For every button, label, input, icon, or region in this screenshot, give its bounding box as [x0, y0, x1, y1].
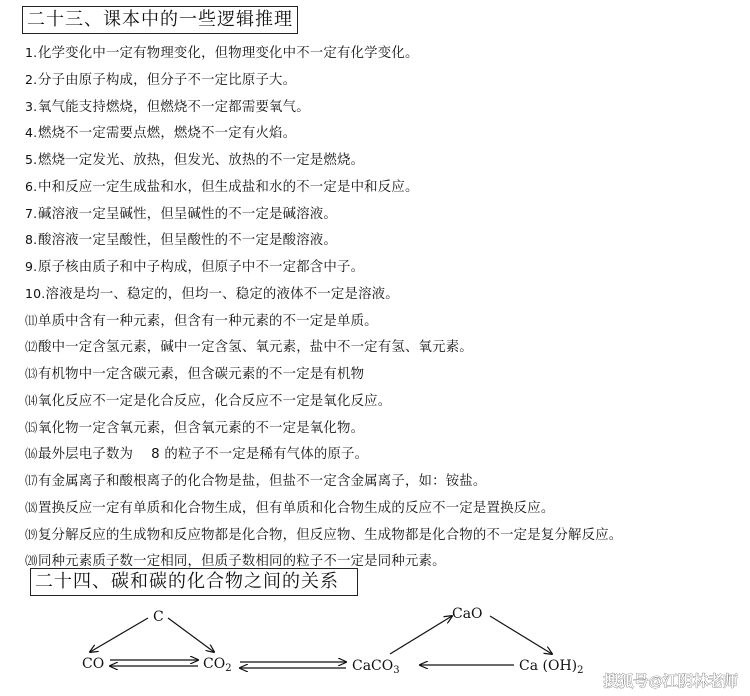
reasoning-item: [25, 495, 745, 522]
node-co2: [203, 656, 232, 674]
item-text: 氧化物一定含氧元素，但含氧元素的不一定是氧化物。: [38, 420, 365, 436]
item-number: 5.: [25, 152, 38, 167]
item-text: 置换反应一定有单质和化合物生成，但有单质和化合物生成的反应不一定是置换反应。: [38, 500, 555, 516]
node-caoh2-base: Ca (OH): [519, 658, 578, 674]
item-number: ⒆: [25, 526, 38, 542]
item-text: 溶液是均一、稳定的，但均一、稳定的液体不一定是溶液。: [45, 286, 399, 302]
item-text: 燃烧不一定需要点燃，燃烧不一定有火焰。: [38, 126, 297, 142]
node-caco3-base: CaCO: [352, 658, 394, 674]
node-c: C: [153, 609, 164, 625]
reasoning-item: [25, 415, 745, 442]
reasoning-item: [25, 94, 745, 121]
section-title-23: 二十三、课本中的一些逻辑推理: [22, 6, 298, 34]
reasoning-item: [25, 468, 745, 495]
item-text: 单质中含有一种元素，但含有一种元素的不一定是单质。: [38, 313, 378, 329]
item-number: 6.: [25, 178, 38, 194]
item-number: ⒀: [25, 366, 38, 381]
item-number: 9.: [25, 259, 38, 274]
reasoning-item: [25, 522, 745, 549]
reasoning-item: [25, 308, 745, 335]
item-text: 化学变化中一定有物理变化，但物理变化中不一定有化学变化。: [38, 46, 419, 61]
arrow-c-to-co2: [168, 618, 214, 652]
item-number: ⒄: [25, 473, 38, 488]
item-text: 分子由原子构成，但分子不一定比原子大。: [38, 72, 297, 88]
item-text: 酸中一定含氢元素，碱中一定含氢、氧元素，盐中不一定有氢、氧元素。: [38, 340, 473, 356]
item-text: 有金属离子和酸根离子的化合物是盐，但盐不一定含金属离子，如：铵盐。: [38, 474, 487, 489]
reasoning-item: [25, 174, 745, 201]
section-title-24: 二十四、碳和碳的化合物之间的关系: [30, 568, 358, 596]
item-number: 4.: [25, 125, 38, 141]
item-number: 2.: [25, 71, 38, 87]
carbon-relationship-diagram: [0, 600, 750, 696]
item-number: 3.: [25, 98, 38, 114]
item-text: 氧化反应不一定是化合反应，化合反应不一定是氧化反应。: [38, 393, 392, 409]
item-text: 碱溶液一定呈碱性，但呈碱性的不一定是碱溶液。: [38, 206, 337, 222]
arrow-c-to-co: [90, 618, 148, 652]
item-number: 10.: [25, 285, 46, 301]
node-cao: CaO: [452, 606, 483, 622]
node-caco3: [352, 658, 400, 676]
reasoning-item: [25, 388, 745, 415]
reasoning-list: [25, 40, 745, 575]
node-caco3-sub: 3: [393, 665, 400, 676]
arrow-cao-to-caoh2: [490, 616, 552, 654]
reasoning-item: [25, 67, 745, 94]
reasoning-item: [25, 40, 745, 67]
reasoning-item: [25, 120, 745, 147]
item-text: 酸溶液一定呈酸性，但呈酸性的不一定是酸溶液。: [38, 233, 337, 249]
item-number: ⒁: [25, 392, 38, 408]
reasoning-item: [25, 254, 745, 281]
item-text: 氧气能支持燃烧，但燃烧不一定都需要氧气。: [38, 99, 310, 115]
node-co2-base: CO: [203, 656, 226, 672]
arrow-caco3-to-cao: [390, 616, 452, 654]
item-number: ⒇: [25, 553, 38, 569]
reasoning-item: [25, 334, 745, 361]
reasoning-item: [25, 281, 745, 308]
item-text: 原子核由质子和中子构成，但原子中不一定都含中子。: [38, 260, 365, 275]
item-number: ⒃: [25, 446, 38, 462]
item-text: 有机物中一定含碳元素，但含碳元素的不一定是有机物: [38, 367, 365, 382]
node-co: CO: [82, 656, 105, 672]
item-number: ⒅: [25, 499, 38, 515]
node-caoh2-sub: 2: [577, 665, 584, 676]
reasoning-item: [25, 441, 745, 468]
item-number: 1.: [25, 45, 38, 60]
reasoning-item: [25, 361, 745, 388]
item-number: ⑿: [25, 339, 38, 355]
item-number: 8.: [25, 232, 38, 248]
item-number: 7.: [25, 205, 38, 221]
item-text: 燃烧一定发光、放热，但发光、放热的不一定是燃烧。: [38, 153, 365, 168]
item-text: 复分解反应的生成物和反应物都是化合物，但反应物、生成物都是化合物的不一定是复分解反应。: [38, 527, 623, 543]
watermark: 搜狐号@江阴林老师: [603, 673, 738, 690]
reasoning-item: [25, 201, 745, 228]
item-number: ⑾: [25, 312, 38, 328]
item-text: 最外层电子数为 8 的粒子不一定是稀有气体的原子。: [38, 447, 369, 463]
item-text: 中和反应一定生成盐和水，但生成盐和水的不一定是中和反应。: [38, 179, 419, 195]
node-caoh2: [519, 658, 584, 676]
node-co2-sub: 2: [225, 663, 232, 674]
reasoning-item: [25, 147, 745, 174]
item-number: ⒂: [25, 419, 38, 435]
item-text: 同种元素质子数一定相同，但质子数相同的粒子不一定是同种元素。: [38, 554, 446, 570]
reasoning-item: [25, 227, 745, 254]
